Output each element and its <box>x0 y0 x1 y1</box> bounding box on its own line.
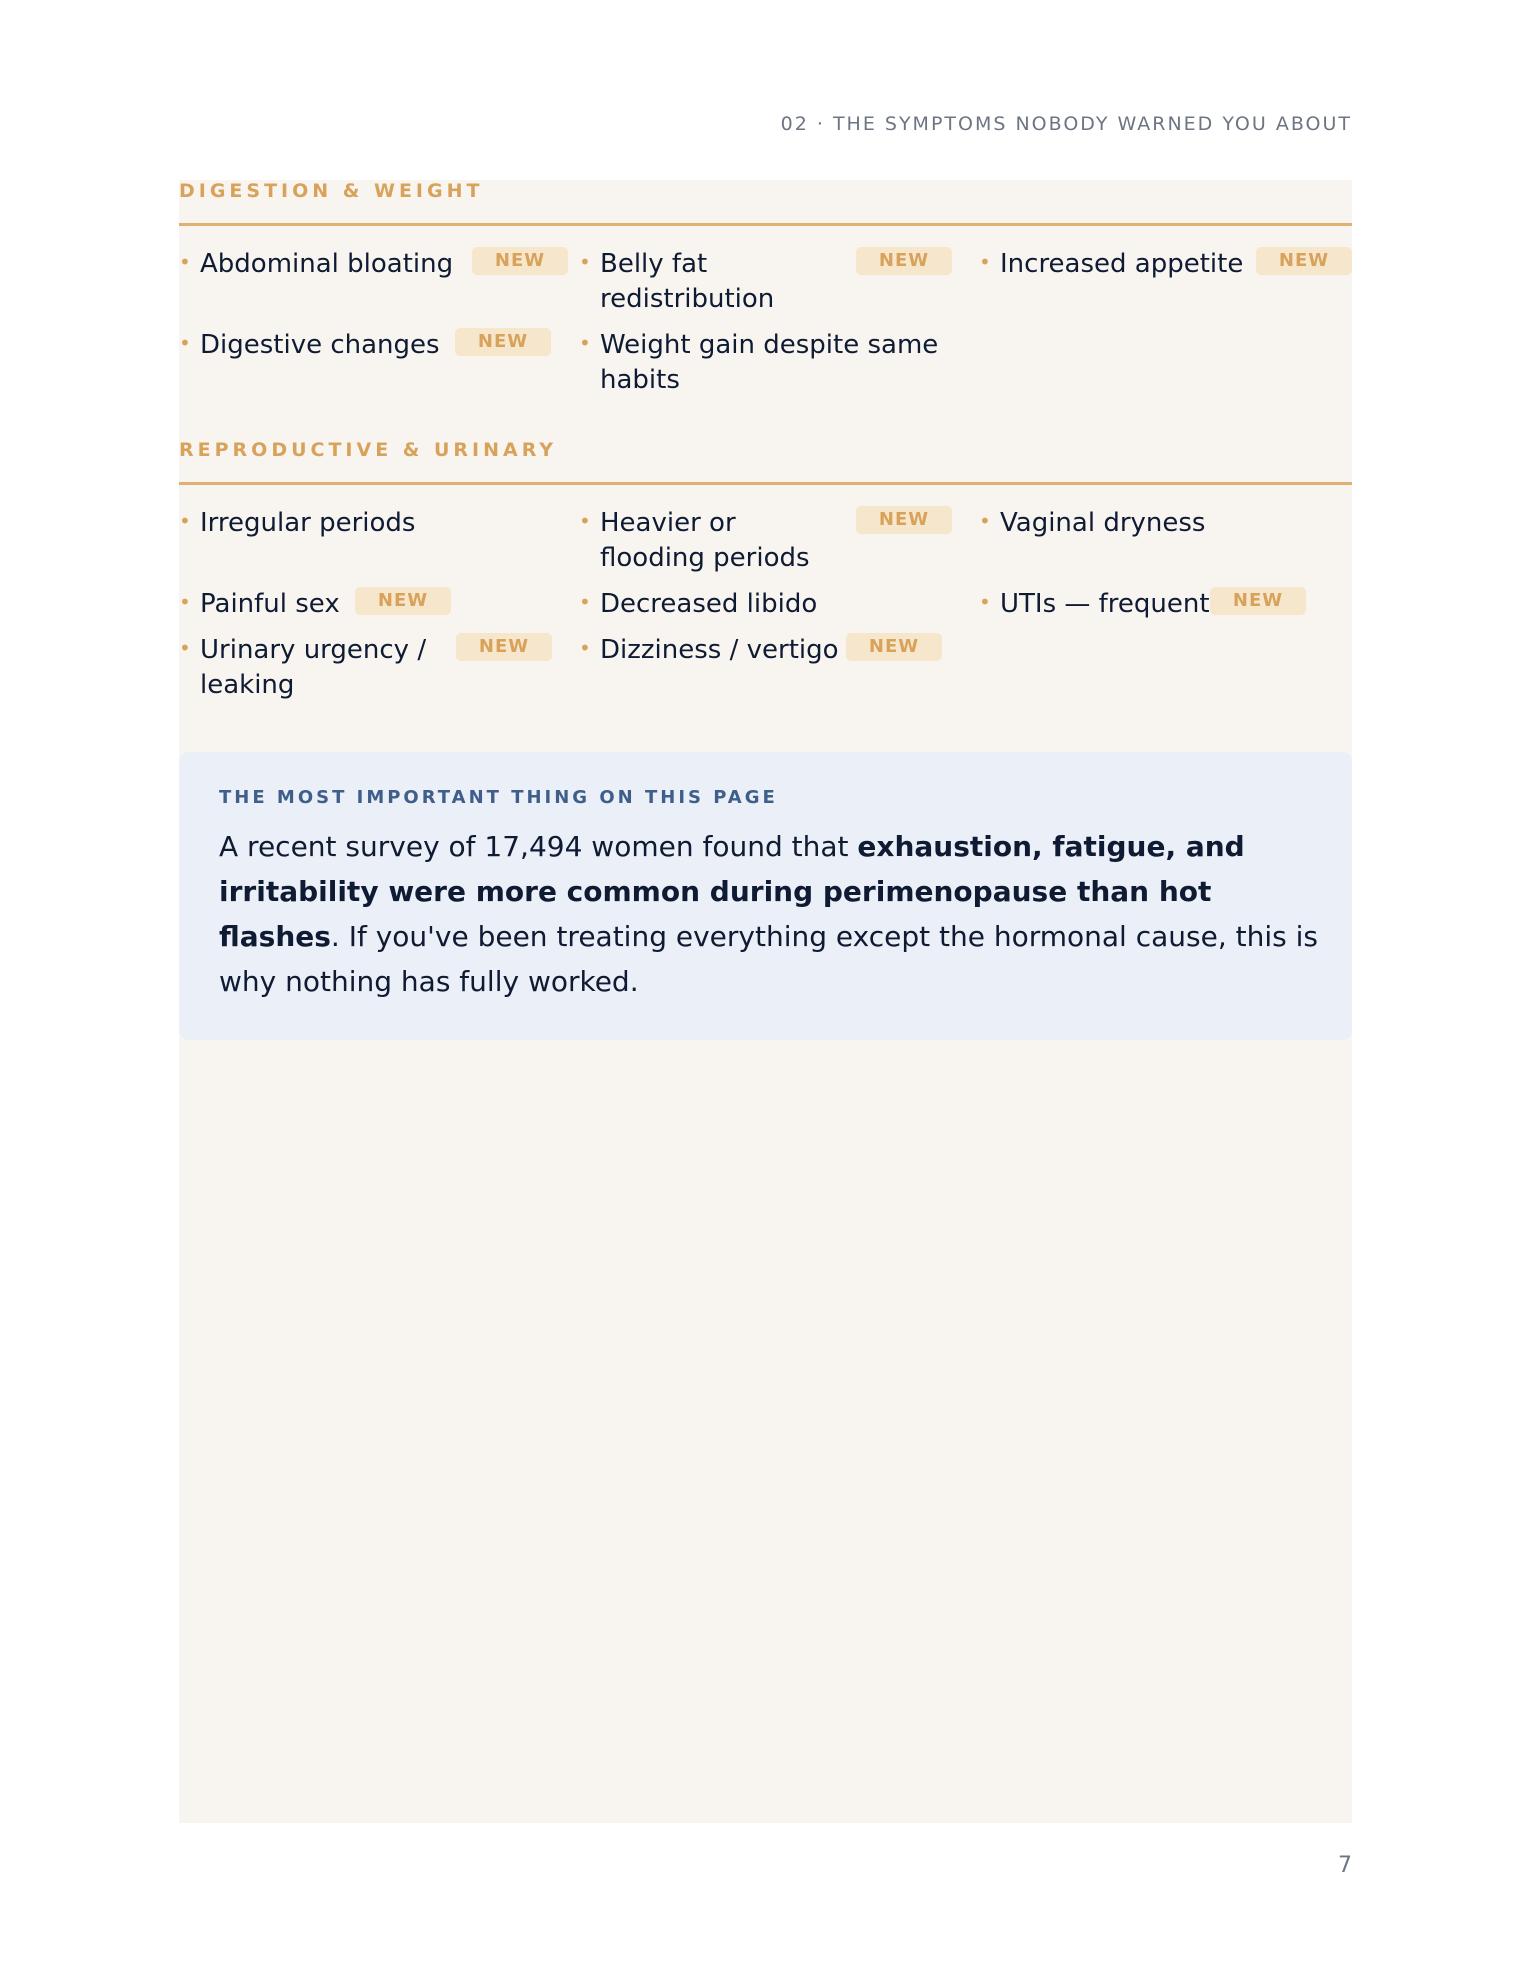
callout-title: THE MOST IMPORTANT THING ON THIS PAGE <box>219 787 778 808</box>
bullet-icon: • <box>179 331 191 355</box>
section-divider <box>179 223 1352 226</box>
key-insight-callout <box>179 752 1352 1040</box>
symptom-label: Decreased libido <box>600 589 818 619</box>
section-title: REPRODUCTIVE & URINARY <box>179 439 558 461</box>
bullet-icon: • <box>979 250 991 274</box>
symptom-label: Abdominal bloating <box>200 249 454 279</box>
new-badge: NEW <box>455 328 551 356</box>
symptom-label: Belly fat redistribution <box>600 249 775 314</box>
symptom-label: Urinary urgency / leaking <box>200 635 427 700</box>
callout-text <box>219 824 1319 1004</box>
callout-text-conclusion: . If you've been treating everything except the hormonal cause, this is why nothing has fully worked. <box>219 920 1319 998</box>
section-title: DIGESTION & WEIGHT <box>179 180 484 202</box>
bullet-icon: • <box>179 250 191 274</box>
bullet-icon: • <box>579 590 591 614</box>
new-badge: NEW <box>1256 247 1352 275</box>
callout-text-intro: A recent survey of 17,494 women found that <box>219 830 858 863</box>
bullet-icon: • <box>179 590 191 614</box>
new-badge: NEW <box>355 587 451 615</box>
symptom-panel <box>179 180 1352 1823</box>
new-badge: NEW <box>1210 587 1306 615</box>
symptom-label: Heavier or flooding periods <box>600 508 810 573</box>
bullet-icon: • <box>579 250 591 274</box>
page-number: 7 <box>1338 1853 1352 1878</box>
bullet-icon: • <box>579 331 591 355</box>
symptom-label: Vaginal dryness <box>1000 508 1206 538</box>
symptom-label: Increased appetite <box>1000 249 1244 279</box>
bullet-icon: • <box>979 509 991 533</box>
bullet-icon: • <box>579 636 591 660</box>
new-badge: NEW <box>456 633 552 661</box>
callout-text-emphasis: exhaustion, fatigue, and irritability were more common during perimenopause than hot flashes <box>219 830 1245 953</box>
section-divider <box>179 482 1352 485</box>
symptom-label: Digestive changes <box>200 330 440 360</box>
bullet-icon: • <box>179 636 191 660</box>
bullet-icon: • <box>979 590 991 614</box>
symptom-label: UTIs — frequent <box>1000 589 1210 619</box>
symptom-label: Irregular periods <box>200 508 416 538</box>
symptom-label: Dizziness / vertigo <box>600 635 839 665</box>
running-head: 02 · THE SYMPTOMS NOBODY WARNED YOU ABOUT <box>780 113 1352 135</box>
symptom-label: Painful sex <box>200 589 340 619</box>
bullet-icon: • <box>179 509 191 533</box>
new-badge: NEW <box>846 633 942 661</box>
bullet-icon: • <box>579 509 591 533</box>
new-badge: NEW <box>472 247 568 275</box>
new-badge: NEW <box>856 506 952 534</box>
new-badge: NEW <box>856 247 952 275</box>
symptom-label: Weight gain despite same habits <box>600 330 939 395</box>
